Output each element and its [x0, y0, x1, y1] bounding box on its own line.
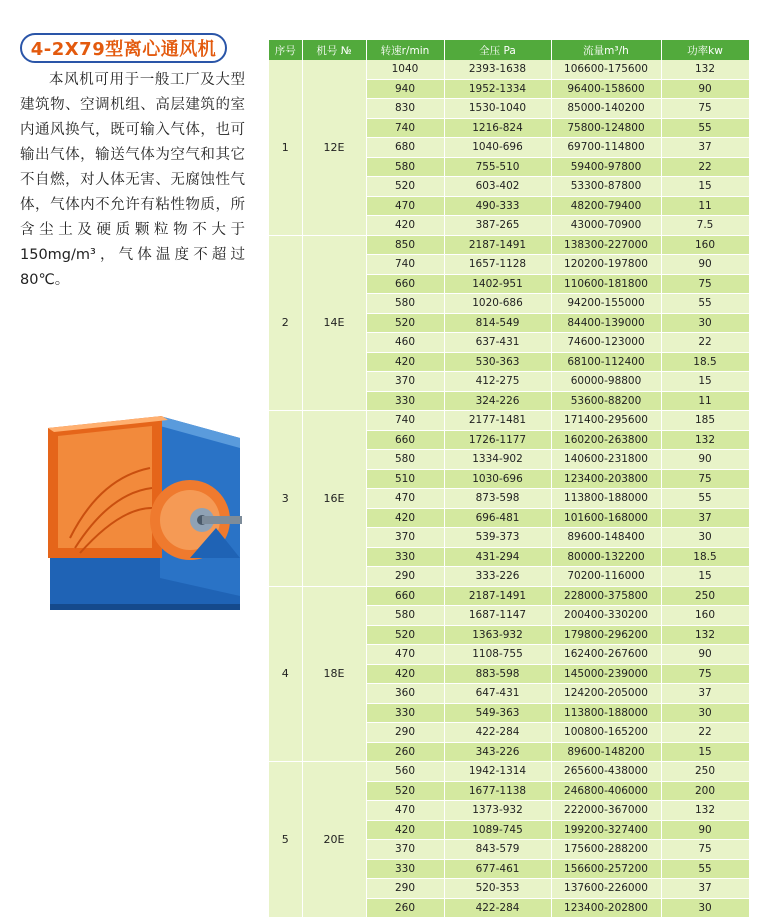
cell-flow: 43000-70900	[551, 216, 661, 236]
cell-power: 37	[661, 508, 749, 528]
cell-speed: 370	[366, 840, 444, 860]
cell-flow: 96400-158600	[551, 79, 661, 99]
cell-flow: 110600-181800	[551, 274, 661, 294]
cell-pressure: 2177-1481	[444, 411, 551, 431]
cell-pressure: 2187-1491	[444, 235, 551, 255]
cell-speed: 470	[366, 645, 444, 665]
cell-speed: 420	[366, 352, 444, 372]
cell-pressure: 412-275	[444, 372, 551, 392]
cell-power: 37	[661, 684, 749, 704]
cell-power: 11	[661, 196, 749, 216]
cell-speed: 420	[366, 820, 444, 840]
cell-speed: 660	[366, 274, 444, 294]
table-row	[269, 235, 749, 255]
cell-pressure: 647-431	[444, 684, 551, 704]
cell-pressure: 1089-745	[444, 820, 551, 840]
header-power: 功率kw	[661, 40, 749, 60]
cell-pressure: 539-373	[444, 528, 551, 548]
cell-flow: 137600-226000	[551, 879, 661, 899]
cell-pressure: 1216-824	[444, 118, 551, 138]
cell-pressure: 324-226	[444, 391, 551, 411]
cell-speed: 740	[366, 118, 444, 138]
header-model: 机号 №	[302, 40, 366, 60]
cell-power: 75	[661, 469, 749, 489]
cell-model: 12E	[302, 60, 366, 235]
cell-flow: 53300-87800	[551, 177, 661, 197]
cell-power: 185	[661, 411, 749, 431]
cell-speed: 580	[366, 606, 444, 626]
cell-pressure: 1687-1147	[444, 606, 551, 626]
header-index: 序号	[269, 40, 302, 60]
cell-index: 2	[269, 235, 302, 411]
cell-pressure: 696-481	[444, 508, 551, 528]
cell-flow: 69700-114800	[551, 138, 661, 158]
cell-speed: 470	[366, 489, 444, 509]
cell-speed: 260	[366, 742, 444, 762]
cell-speed: 290	[366, 723, 444, 743]
cell-flow: 199200-327400	[551, 820, 661, 840]
cell-speed: 580	[366, 157, 444, 177]
cell-speed: 470	[366, 801, 444, 821]
cell-pressure: 883-598	[444, 664, 551, 684]
cell-power: 250	[661, 586, 749, 606]
cell-flow: 60000-98800	[551, 372, 661, 392]
cell-speed: 460	[366, 333, 444, 353]
cell-flow: 175600-288200	[551, 840, 661, 860]
cell-speed: 330	[366, 547, 444, 567]
cell-index: 3	[269, 411, 302, 587]
cell-power: 90	[661, 79, 749, 99]
cell-pressure: 530-363	[444, 352, 551, 372]
fan-product-image	[40, 408, 246, 612]
cell-pressure: 387-265	[444, 216, 551, 236]
cell-power: 160	[661, 235, 749, 255]
cell-power: 30	[661, 898, 749, 918]
cell-speed: 660	[366, 430, 444, 450]
cell-pressure: 755-510	[444, 157, 551, 177]
cell-pressure: 422-284	[444, 723, 551, 743]
cell-pressure: 1657-1128	[444, 255, 551, 275]
cell-flow: 94200-155000	[551, 294, 661, 314]
header-speed: 转速r/min	[366, 40, 444, 60]
cell-speed: 420	[366, 508, 444, 528]
cell-flow: 113800-188000	[551, 703, 661, 723]
cell-flow: 123400-203800	[551, 469, 661, 489]
cell-power: 22	[661, 723, 749, 743]
cell-flow: 228000-375800	[551, 586, 661, 606]
cell-speed: 260	[366, 898, 444, 918]
cell-flow: 75800-124800	[551, 118, 661, 138]
cell-power: 160	[661, 606, 749, 626]
cell-speed: 1040	[366, 60, 444, 79]
cell-speed: 680	[366, 138, 444, 158]
cell-power: 37	[661, 138, 749, 158]
cell-pressure: 2187-1491	[444, 586, 551, 606]
cell-power: 90	[661, 645, 749, 665]
product-title	[20, 33, 227, 63]
product-description: 本风机可用于一般工厂及大型建筑物、空调机组、高层建筑的室内通风换气，既可输入气体，也可输出气体，输送气体为空气和其它不自燃，对人体无害、无腐蚀性气体，气体内不允许有粘性物质，所含尘土及硬质颗粒物不大于150mg/m³，气体温度不超过80℃。	[20, 72, 245, 288]
cell-power: 55	[661, 118, 749, 138]
cell-power: 7.5	[661, 216, 749, 236]
cell-power: 55	[661, 489, 749, 509]
cell-power: 15	[661, 177, 749, 197]
cell-pressure: 431-294	[444, 547, 551, 567]
specs-table	[269, 40, 750, 918]
product-title-text: 4-2X79型离心通风机	[30, 39, 217, 60]
cell-pressure: 1040-696	[444, 138, 551, 158]
cell-flow: 120200-197800	[551, 255, 661, 275]
cell-speed: 370	[366, 372, 444, 392]
cell-flow: 246800-406000	[551, 781, 661, 801]
cell-speed: 740	[366, 411, 444, 431]
cell-power: 250	[661, 762, 749, 782]
cell-power: 90	[661, 820, 749, 840]
cell-flow: 53600-88200	[551, 391, 661, 411]
cell-pressure: 1373-932	[444, 801, 551, 821]
cell-flow: 140600-231800	[551, 450, 661, 470]
cell-pressure: 1108-755	[444, 645, 551, 665]
cell-speed: 510	[366, 469, 444, 489]
cell-flow: 123400-202800	[551, 898, 661, 918]
cell-speed: 420	[366, 216, 444, 236]
cell-flow: 160200-263800	[551, 430, 661, 450]
cell-flow: 48200-79400	[551, 196, 661, 216]
cell-flow: 265600-438000	[551, 762, 661, 782]
cell-index: 5	[269, 762, 302, 918]
cell-flow: 70200-116000	[551, 567, 661, 587]
cell-pressure: 2393-1638	[444, 60, 551, 79]
cell-pressure: 343-226	[444, 742, 551, 762]
cell-speed: 520	[366, 313, 444, 333]
cell-pressure: 1334-902	[444, 450, 551, 470]
cell-power: 18.5	[661, 352, 749, 372]
cell-power: 30	[661, 313, 749, 333]
cell-speed: 420	[366, 664, 444, 684]
cell-flow: 59400-97800	[551, 157, 661, 177]
cell-pressure: 1530-1040	[444, 99, 551, 119]
cell-flow: 89600-148400	[551, 528, 661, 548]
cell-power: 30	[661, 703, 749, 723]
cell-speed: 520	[366, 177, 444, 197]
cell-flow: 171400-295600	[551, 411, 661, 431]
cell-power: 37	[661, 879, 749, 899]
cell-speed: 330	[366, 391, 444, 411]
cell-flow: 124200-205000	[551, 684, 661, 704]
cell-flow: 85000-140200	[551, 99, 661, 119]
cell-index: 4	[269, 586, 302, 762]
table-row	[269, 762, 749, 782]
cell-flow: 68100-112400	[551, 352, 661, 372]
cell-power: 90	[661, 450, 749, 470]
header-pressure: 全压 Pa	[444, 40, 551, 60]
cell-flow: 162400-267600	[551, 645, 661, 665]
table-header-row	[269, 40, 749, 60]
cell-speed: 940	[366, 79, 444, 99]
cell-pressure: 814-549	[444, 313, 551, 333]
cell-flow: 179800-296200	[551, 625, 661, 645]
cell-speed: 290	[366, 879, 444, 899]
cell-speed: 850	[366, 235, 444, 255]
cell-flow: 138300-227000	[551, 235, 661, 255]
cell-power: 132	[661, 625, 749, 645]
cell-speed: 560	[366, 762, 444, 782]
cell-speed: 580	[366, 294, 444, 314]
cell-speed: 660	[366, 586, 444, 606]
cell-power: 75	[661, 99, 749, 119]
cell-speed: 520	[366, 625, 444, 645]
cell-pressure: 422-284	[444, 898, 551, 918]
cell-power: 11	[661, 391, 749, 411]
cell-speed: 520	[366, 781, 444, 801]
cell-flow: 101600-168000	[551, 508, 661, 528]
cell-flow: 84400-139000	[551, 313, 661, 333]
cell-flow: 100800-165200	[551, 723, 661, 743]
header-flow: 流量m³/h	[551, 40, 661, 60]
cell-power: 30	[661, 528, 749, 548]
cell-pressure: 549-363	[444, 703, 551, 723]
cell-model: 20E	[302, 762, 366, 918]
cell-speed: 290	[366, 567, 444, 587]
cell-power: 15	[661, 742, 749, 762]
cell-power: 90	[661, 255, 749, 275]
cell-speed: 470	[366, 196, 444, 216]
cell-flow: 200400-330200	[551, 606, 661, 626]
specs-table-body	[269, 60, 749, 918]
cell-flow: 80000-132200	[551, 547, 661, 567]
cell-pressure: 520-353	[444, 879, 551, 899]
cell-power: 22	[661, 333, 749, 353]
cell-pressure: 637-431	[444, 333, 551, 353]
cell-power: 15	[661, 567, 749, 587]
cell-flow: 113800-188000	[551, 489, 661, 509]
cell-pressure: 490-333	[444, 196, 551, 216]
cell-speed: 360	[366, 684, 444, 704]
cell-power: 22	[661, 157, 749, 177]
cell-pressure: 1952-1334	[444, 79, 551, 99]
cell-power: 18.5	[661, 547, 749, 567]
cell-flow: 89600-148200	[551, 742, 661, 762]
cell-flow: 222000-367000	[551, 801, 661, 821]
cell-power: 55	[661, 294, 749, 314]
cell-power: 75	[661, 274, 749, 294]
cell-speed: 580	[366, 450, 444, 470]
cell-flow: 145000-239000	[551, 664, 661, 684]
cell-pressure: 333-226	[444, 567, 551, 587]
specs-table-container	[269, 40, 749, 918]
table-row	[269, 586, 749, 606]
cell-flow: 156600-257200	[551, 859, 661, 879]
cell-speed: 370	[366, 528, 444, 548]
cell-pressure: 1363-932	[444, 625, 551, 645]
cell-power: 132	[661, 430, 749, 450]
cell-power: 132	[661, 801, 749, 821]
cell-power: 55	[661, 859, 749, 879]
cell-speed: 830	[366, 99, 444, 119]
cell-pressure: 603-402	[444, 177, 551, 197]
cell-power: 75	[661, 664, 749, 684]
cell-model: 16E	[302, 411, 366, 587]
cell-pressure: 873-598	[444, 489, 551, 509]
cell-pressure: 1030-696	[444, 469, 551, 489]
cell-pressure: 1677-1138	[444, 781, 551, 801]
cell-power: 75	[661, 840, 749, 860]
cell-model: 18E	[302, 586, 366, 762]
cell-pressure: 1726-1177	[444, 430, 551, 450]
cell-speed: 330	[366, 703, 444, 723]
cell-flow: 106600-175600	[551, 60, 661, 79]
cell-power: 15	[661, 372, 749, 392]
cell-speed: 330	[366, 859, 444, 879]
cell-pressure: 1942-1314	[444, 762, 551, 782]
cell-power: 132	[661, 60, 749, 79]
table-row	[269, 60, 749, 79]
table-row	[269, 411, 749, 431]
cell-power: 200	[661, 781, 749, 801]
cell-pressure: 1020-686	[444, 294, 551, 314]
cell-pressure: 677-461	[444, 859, 551, 879]
cell-flow: 74600-123000	[551, 333, 661, 353]
cell-pressure: 1402-951	[444, 274, 551, 294]
cell-pressure: 843-579	[444, 840, 551, 860]
cell-index: 1	[269, 60, 302, 235]
cell-model: 14E	[302, 235, 366, 411]
cell-speed: 740	[366, 255, 444, 275]
